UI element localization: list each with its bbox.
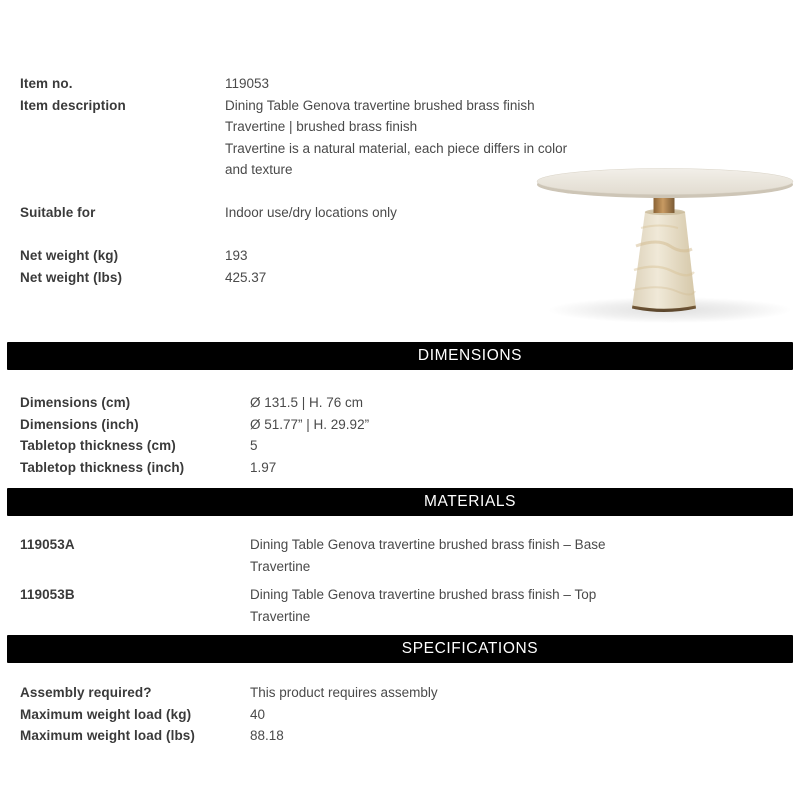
section-title: MATERIALS [423, 493, 517, 510]
row-value: Dining Table Genova travertine brushed brass finish Travertine | brushed brass finish Travertine is a natural material, each piece differs in color and texture [225, 97, 568, 177]
tabletop-surface [537, 169, 793, 195]
row-label: 119053B [20, 587, 75, 602]
row-label: Tabletop thickness (cm) [20, 438, 176, 453]
row-label: Tabletop thickness (inch) [20, 459, 185, 475]
row-label: Dimensions (cm) [20, 395, 131, 410]
row-value: 119053 [225, 76, 270, 91]
section-header-specifications [7, 635, 793, 663]
section-header-materials [7, 488, 793, 516]
section-title: DIMENSIONS [417, 347, 523, 364]
row-value: 5 [250, 438, 258, 453]
row-value: Indoor use/dry locations only [225, 205, 397, 220]
row-label: Maximum weight load (kg) [20, 706, 192, 722]
row-material-base [20, 534, 780, 577]
materials-section [0, 534, 800, 627]
row-value: Dining Table Genova travertine brushed brass finish – Top Travertine [250, 587, 597, 624]
specifications-section [0, 682, 800, 747]
row-material-top [20, 584, 780, 627]
row-tabletop-thickness-inch [20, 457, 780, 479]
row-value: Ø 51.77” | H. 29.92” [250, 416, 370, 432]
row-max-weight-load-kg [20, 704, 780, 726]
row-tabletop-thickness-cm [20, 435, 780, 457]
row-label: Item description [20, 97, 126, 113]
row-label: Dimensions (inch) [20, 416, 139, 432]
row-dimensions-cm [20, 392, 780, 414]
row-value: 425.37 [225, 269, 267, 285]
dimensions-section [0, 392, 800, 478]
row-item-no [20, 73, 780, 95]
row-label: Assembly required? [20, 685, 152, 700]
row-label: Suitable for [20, 205, 96, 220]
row-value: 1.97 [250, 459, 277, 475]
row-dimensions-inch [20, 414, 780, 436]
row-label: Net weight (lbs) [20, 269, 123, 285]
row-max-weight-load-lbs [20, 725, 780, 747]
section-header-dimensions [7, 342, 793, 370]
row-value: Ø 131.5 | H. 76 cm [250, 395, 364, 410]
row-label: Net weight (kg) [20, 248, 119, 263]
row-value: Dining Table Genova travertine brushed brass finish – Base Travertine [250, 537, 606, 574]
product-photo-dining-table [520, 150, 800, 335]
row-value: 40 [250, 706, 266, 722]
row-value: This product requires assembly [250, 685, 438, 700]
row-assembly-required [20, 682, 780, 704]
row-value: 88.18 [250, 728, 284, 743]
row-label: 119053A [20, 537, 75, 552]
section-title: SPECIFICATIONS [401, 640, 539, 657]
row-label: Item no. [20, 76, 73, 91]
row-value: 193 [225, 248, 248, 263]
row-label: Maximum weight load (lbs) [20, 728, 196, 743]
